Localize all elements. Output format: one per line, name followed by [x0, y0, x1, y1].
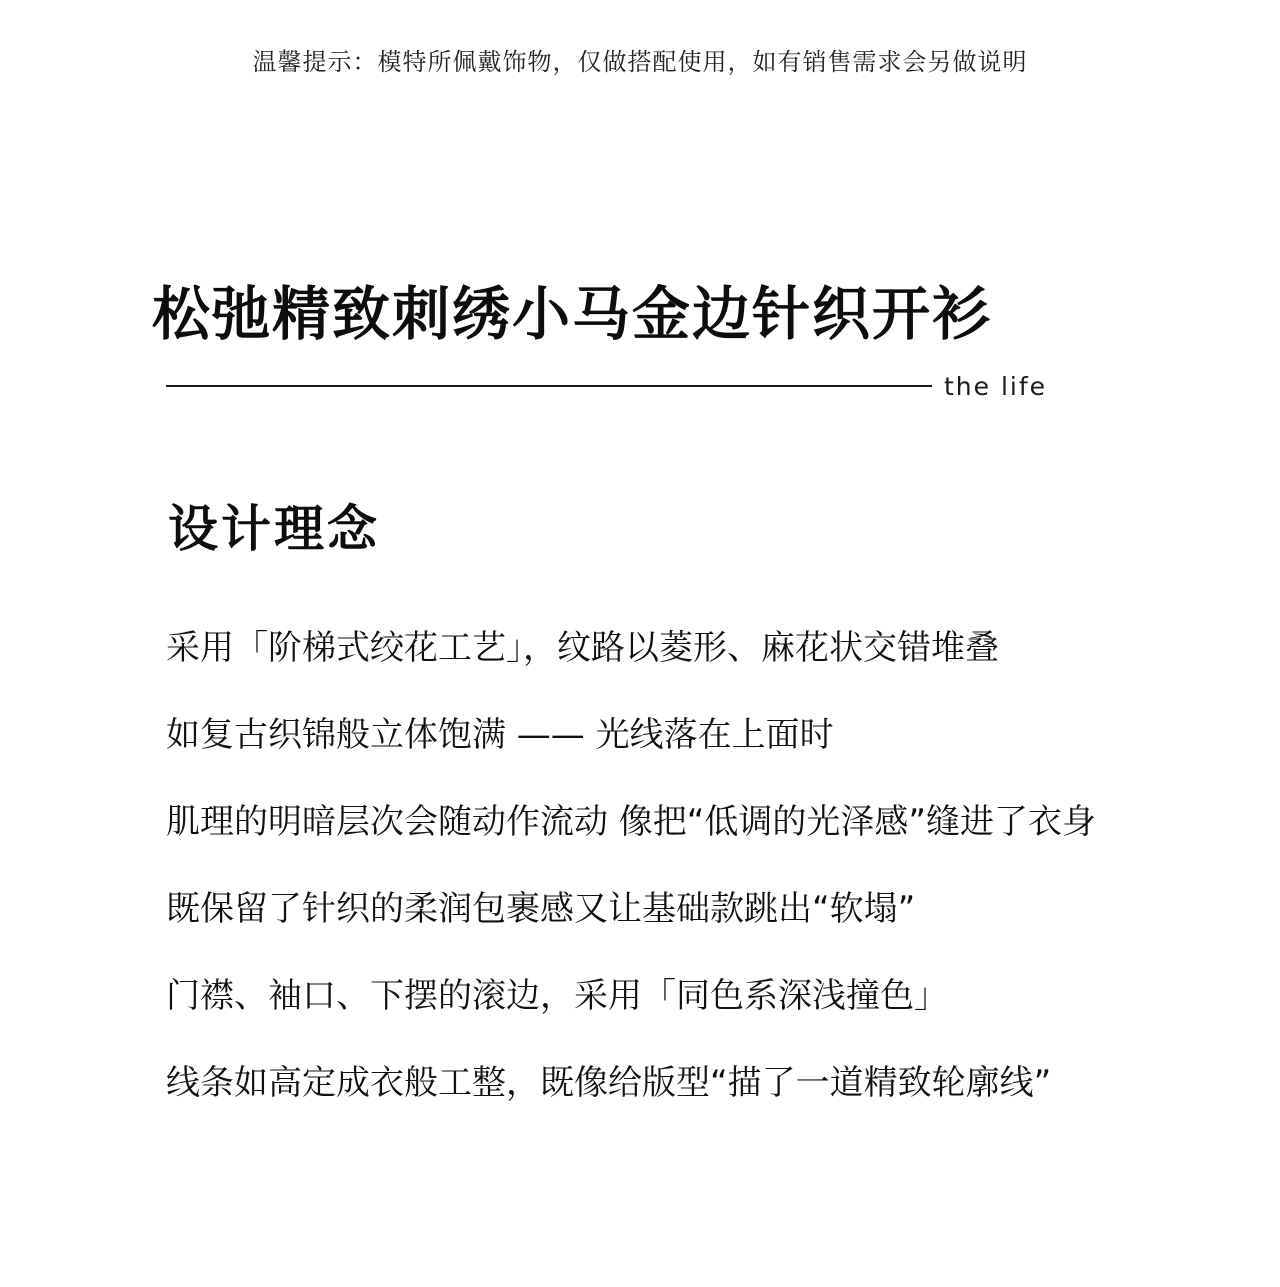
design-concept-line: 线条如高定成衣般工整，既像给版型“描了一道精致轮廓线”: [166, 1063, 1052, 1103]
design-concept-line: 门襟、袖口、下摆的滚边，采用「同色系深浅撞色」: [166, 976, 948, 1016]
notice-text: 温馨提示：模特所佩戴饰物，仅做搭配使用，如有销售需求会另做说明: [252, 48, 1028, 76]
design-concept-line: 采用「阶梯式绞花工艺」，纹路以菱形、麻花状交错堆叠: [166, 628, 999, 668]
design-concept-line: 既保留了针织的柔润包裹感又让基础款跳出“软塌”: [166, 889, 916, 929]
design-concept-list: [166, 622, 1096, 1144]
design-concept-heading: 设计理念: [168, 500, 380, 558]
title-divider: [166, 385, 932, 387]
tagline: the life: [944, 372, 1048, 401]
design-concept-line: 肌理的明暗层次会随动作流动 像把“低调的光泽感”缝进了衣身: [166, 802, 1097, 842]
design-concept-line: 如复古织锦般立体饱满 —— 光线落在上面时: [166, 715, 834, 755]
product-title: 松弛精致刺绣小马金边针织开衫: [152, 280, 993, 348]
